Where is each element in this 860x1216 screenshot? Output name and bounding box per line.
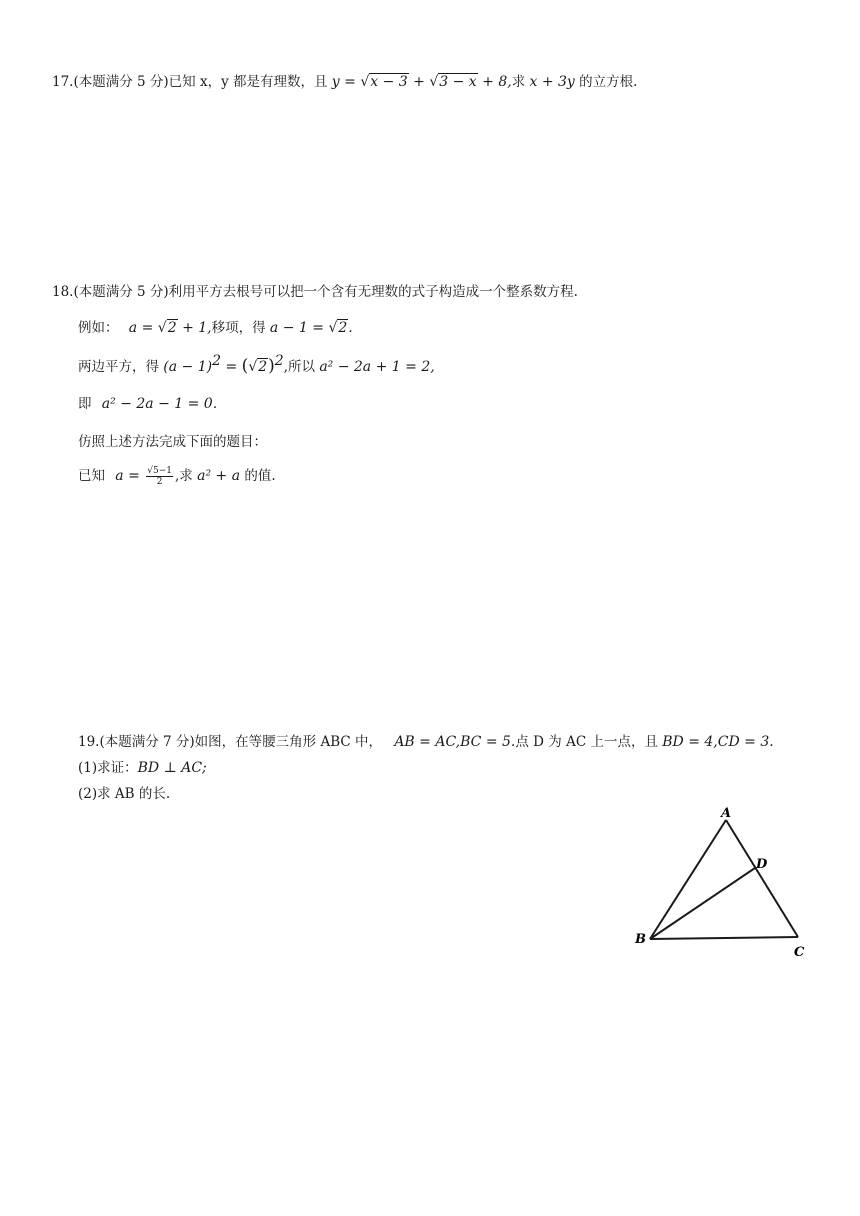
q17-plus: +	[408, 74, 430, 90]
q18-tail: 的值.	[244, 468, 276, 484]
q18-example-a2: a − 1 =	[269, 320, 329, 336]
q17-line	[52, 72, 637, 92]
q18-ji-line	[78, 394, 217, 414]
vertex-label-c: C	[794, 945, 805, 960]
q18-example-radicand2: 2	[338, 320, 348, 336]
q19-math-2: BD = 4,CD = 3.	[662, 734, 774, 750]
q17-sqrt-2: √3 − x	[429, 74, 477, 90]
q18-fraction-numerator: √5−1	[147, 466, 173, 476]
vertex-label-d: D	[756, 857, 768, 872]
q18-example-radicand: 2	[167, 320, 177, 336]
q18-square-result: a² − 2a + 1 = 2,	[319, 359, 435, 375]
q18-square-eq: =	[221, 359, 242, 375]
q18-example-dot: .	[348, 320, 353, 336]
q18-fraction	[146, 466, 173, 487]
q18-square-sqrt: √2	[248, 359, 268, 375]
q18-square-lhs: (a − 1)	[163, 359, 213, 375]
q18-example-sqrt2: √2	[328, 320, 348, 336]
q17-radicand-1: x − 3	[370, 74, 408, 90]
q19-line1	[78, 732, 774, 752]
q19-part1	[78, 758, 207, 778]
q18-example-sqrt: √2	[157, 320, 177, 336]
q18-example-label: 例如：	[78, 320, 119, 336]
q18-known-a: a =	[115, 468, 145, 484]
q18-qiu: ,求	[175, 468, 193, 484]
q18-square-exp2: 2	[274, 353, 284, 369]
q17-text1: 17.(本题满分 5 分)已知 x，y 都是有理数，且	[52, 74, 328, 90]
q18-imitate: 仿照上述方法完成下面的题目：	[78, 434, 267, 450]
segment-ab	[650, 820, 726, 939]
q18-title: 18.(本题满分 5 分)利用平方去根号可以把一个含有无理数的式子构造成一个整系数方程.	[52, 284, 578, 300]
segment-ac	[726, 820, 798, 937]
q17-text3: 的立方根.	[579, 74, 638, 90]
q17-eq-y: y =	[331, 74, 361, 90]
q18-known-label: 已知	[78, 468, 105, 484]
segment-bd	[650, 868, 755, 939]
vertex-label-b: B	[635, 932, 646, 947]
q18-square-radicand: 2	[258, 359, 268, 375]
q18-example-a: a =	[128, 320, 158, 336]
q17-sqrt-1: √x − 3	[360, 74, 408, 90]
q17-expr: x + 3y	[529, 74, 575, 90]
q18-paren-close: )	[268, 356, 275, 376]
q18-square-label: 两边平方，得	[78, 359, 159, 375]
q18-ji-label: 即	[78, 396, 92, 412]
q19-part1-math: BD ⊥ AC;	[137, 760, 207, 776]
q18-paren-open: (	[241, 356, 249, 376]
q18-example-tail: + 1,	[177, 320, 212, 336]
q18-fraction-denominator: 2	[156, 477, 163, 487]
q19-text-a: 19.(本题满分 7 分)如图，在等腰三角形 ABC 中，	[78, 734, 383, 750]
q18-square-line	[78, 353, 435, 377]
q19-part1-label: (1)求证：	[78, 760, 138, 776]
q19-part2: (2)求 AB 的长.	[78, 786, 171, 802]
q19-text-b: 点 D 为 AC 上一点，且	[515, 734, 658, 750]
q18-square-exp: 2	[212, 353, 222, 369]
q18-qiu-expr: a² + a	[197, 468, 241, 484]
q18-example-line	[78, 318, 353, 338]
vertex-label-a: A	[721, 806, 732, 821]
q18-square-so: ,所以	[283, 359, 316, 375]
q17-rest: + 8,	[477, 74, 512, 90]
q17-text2: 求	[511, 74, 526, 90]
q17-radicand-2: 3 − x	[439, 74, 477, 90]
segment-bc	[650, 937, 798, 939]
q19-math-1: AB = AC,BC = 5.	[394, 734, 516, 750]
triangle-figure	[628, 800, 818, 965]
q18-known-line	[78, 466, 276, 487]
q18-ji-result: a² − 2a − 1 = 0.	[101, 396, 218, 412]
q18-example-move: 移项，得	[211, 320, 266, 336]
